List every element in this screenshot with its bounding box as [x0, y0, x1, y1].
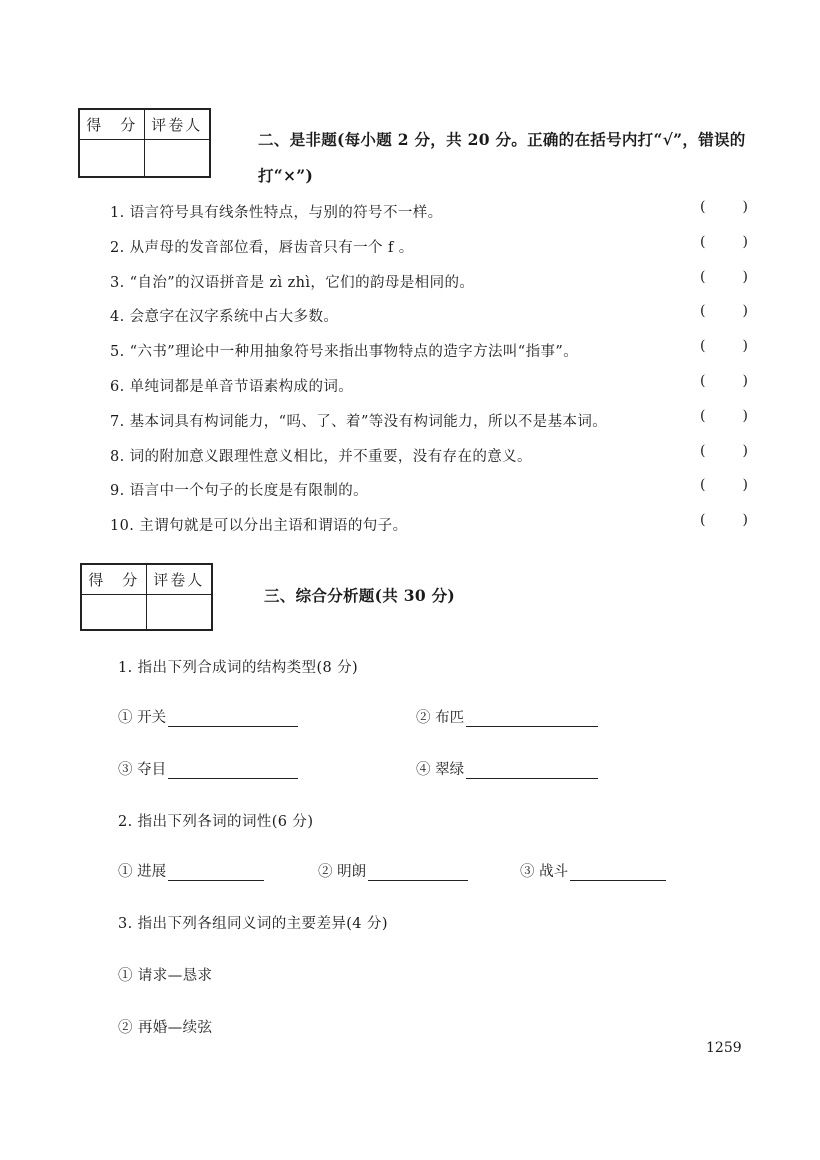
q1-answer-4-blank[interactable]: [466, 762, 598, 779]
paren-open: (: [700, 373, 706, 389]
section3-title: 三、综合分析题(共 30 分): [264, 586, 456, 605]
q2-answer-2-label: ② 明朗: [318, 864, 367, 880]
q2-answer-2: [318, 860, 468, 881]
score-box-section3: [80, 563, 213, 631]
paren-close: ): [742, 269, 748, 285]
grader-cell[interactable]: [145, 140, 210, 176]
q2-answer-3-blank[interactable]: [570, 864, 666, 881]
true-false-item: 4. 会意字在汉字系统中占大多数。: [110, 309, 339, 325]
q3-prompt: 3. 指出下列各组同义词的主要差异(4 分): [118, 916, 388, 932]
paren-open: (: [700, 234, 706, 250]
true-false-item: 1. 语言符号具有线条性特点，与别的符号不一样。: [110, 205, 443, 221]
true-false-item: 9. 语言中一个句子的长度是有限制的。: [110, 483, 369, 499]
q2-answer-1: [118, 860, 264, 881]
true-false-item: 2. 从声母的发音部位看，唇齿音只有一个 f 。: [110, 240, 414, 256]
paren-open: (: [700, 443, 706, 459]
score-cell[interactable]: [82, 595, 147, 629]
q1-answer-3-label: ③ 夺目: [118, 762, 167, 778]
q1-answer-2-label: ② 布匹: [416, 710, 465, 726]
q1-answer-2: [416, 706, 598, 727]
q1-answer-1: [118, 706, 298, 727]
section2-title-line2: 打“×”): [258, 166, 314, 185]
grader-label: 评卷人: [147, 565, 212, 595]
answer-parentheses[interactable]: [700, 199, 748, 215]
q1-answer-1-label: ① 开关: [118, 710, 167, 726]
q2-answer-1-blank[interactable]: [168, 864, 264, 881]
section2-title-line1: 二、是非题(每小题 2 分，共 20 分。正确的在括号内打“√”，错误的: [258, 130, 746, 149]
q1-answer-3-blank[interactable]: [168, 762, 298, 779]
answer-parentheses[interactable]: [700, 512, 748, 528]
paren-close: ): [742, 373, 748, 389]
score-box-section2: [78, 108, 211, 178]
paren-close: ): [742, 234, 748, 250]
paren-close: ): [742, 443, 748, 459]
paren-open: (: [700, 303, 706, 319]
answer-parentheses[interactable]: [700, 234, 748, 250]
q2-answer-2-blank[interactable]: [368, 864, 468, 881]
answer-parentheses[interactable]: [700, 269, 748, 285]
q3-item-2: ② 再婚—续弦: [118, 1020, 213, 1036]
true-false-item: 5. “六书”理论中一种用抽象符号来指出事物特点的造字方法叫“指事”。: [110, 344, 579, 360]
paren-close: ): [742, 477, 748, 493]
q1-answer-2-blank[interactable]: [466, 710, 598, 727]
paren-open: (: [700, 408, 706, 424]
paren-close: ): [742, 199, 748, 215]
paren-close: ): [742, 408, 748, 424]
page-number: 1259: [706, 1040, 742, 1056]
paren-open: (: [700, 338, 706, 354]
answer-parentheses[interactable]: [700, 303, 748, 319]
q1-answer-3: [118, 758, 298, 779]
q1-prompt: 1. 指出下列合成词的结构类型(8 分): [118, 660, 359, 676]
true-false-item: 7. 基本词具有构词能力，“吗、了、着”等没有构词能力，所以不是基本词。: [110, 414, 608, 430]
score-cell[interactable]: [80, 140, 145, 176]
score-label: 得 分: [80, 110, 145, 140]
answer-parentheses[interactable]: [700, 338, 748, 354]
paren-open: (: [700, 199, 706, 215]
q2-answer-3-label: ③ 战斗: [520, 864, 569, 880]
true-false-item: 6. 单纯词都是单音节语素构成的词。: [110, 379, 354, 395]
score-label: 得 分: [82, 565, 147, 595]
paren-close: ): [742, 303, 748, 319]
answer-parentheses[interactable]: [700, 408, 748, 424]
q1-answer-1-blank[interactable]: [168, 710, 298, 727]
q1-answer-4: [416, 758, 598, 779]
q3-item-1: ① 请求—恳求: [118, 968, 213, 984]
true-false-item: 8. 词的附加意义跟理性意义相比，并不重要，没有存在的意义。: [110, 449, 532, 465]
grader-cell[interactable]: [147, 595, 212, 629]
paren-close: ): [742, 512, 748, 528]
q2-prompt: 2. 指出下列各词的词性(6 分): [118, 814, 314, 830]
paren-open: (: [700, 512, 706, 528]
answer-parentheses[interactable]: [700, 443, 748, 459]
q2-answer-1-label: ① 进展: [118, 864, 167, 880]
true-false-item: 10. 主谓句就是可以分出主语和谓语的句子。: [110, 518, 408, 534]
paren-close: ): [742, 338, 748, 354]
paren-open: (: [700, 477, 706, 493]
true-false-item: 3. “自治”的汉语拼音是 zì zhì，它们的韵母是相同的。: [110, 275, 475, 291]
q2-answer-3: [520, 860, 666, 881]
answer-parentheses[interactable]: [700, 373, 748, 389]
q1-answer-4-label: ④ 翠绿: [416, 762, 465, 778]
answer-parentheses[interactable]: [700, 477, 748, 493]
paren-open: (: [700, 269, 706, 285]
grader-label: 评卷人: [145, 110, 210, 140]
